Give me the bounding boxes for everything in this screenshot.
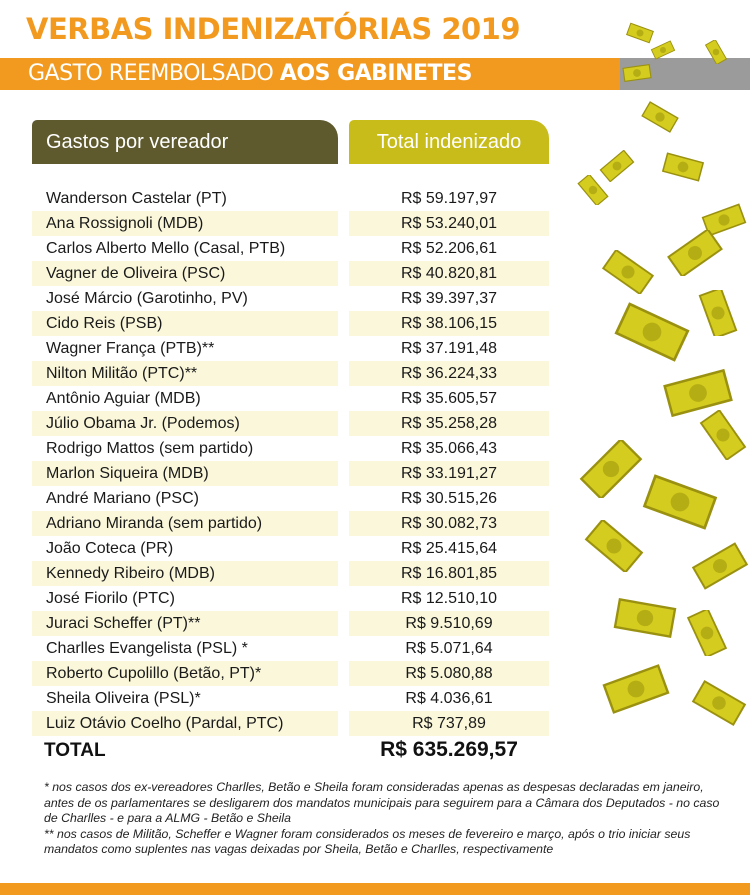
money-bill-icon [610, 590, 680, 646]
councilor-name: Rodrigo Mattos (sem partido) [46, 440, 254, 457]
money-bill-icon [575, 175, 611, 205]
table-row [32, 411, 550, 436]
money-bill-icon [582, 520, 646, 572]
reimbursed-amount: R$ 30.082,73 [349, 511, 549, 536]
reimbursed-amount: R$ 5.080,88 [349, 661, 549, 686]
councilor-name: José Márcio (Garotinho, PV) [46, 290, 248, 307]
reimbursed-amount: R$ 35.066,43 [400, 440, 498, 457]
money-bill-icon [600, 660, 672, 718]
councilor-name: Carlos Alberto Mello (Casal, PTB) [46, 240, 286, 257]
table-row [32, 461, 550, 486]
councilor-name: Cido Reis (PSB) [32, 311, 338, 336]
table-row [32, 486, 550, 511]
councilor-name: José Fiorilo (PTC) [46, 590, 175, 607]
table-row [32, 686, 550, 711]
councilor-name: Nilton Militão (PTC)** [32, 361, 338, 386]
table-row [32, 361, 550, 386]
footnote-single-asterisk: * nos casos dos ex-vereadores Charlles, Betão e Sheila foram consideradas apenas as despesas declaradas em janeiro, antes de os parlamentares se desligarem dos mandatos municipais para seguirem para a Câmara dos Deputados - no caso de Charlles - e para a ALMG - Betão e Sheila [44, 780, 720, 825]
table-row [32, 186, 550, 211]
table-row [32, 561, 550, 586]
money-bill-icon [620, 62, 654, 84]
councilor-name: Charlles Evangelista (PSL) * [46, 640, 248, 657]
councilor-name: Adriano Miranda (sem partido) [32, 511, 338, 536]
councilor-name: Ana Rossignoli (MDB) [32, 211, 338, 236]
table-row [32, 586, 550, 611]
councilor-name: Wanderson Castelar (PT) [46, 190, 227, 207]
table-row [32, 286, 550, 311]
total-value: R$ 635.269,57 [380, 738, 518, 761]
table-row [32, 636, 550, 661]
reimbursed-amount: R$ 5.071,64 [405, 640, 493, 657]
column-header-value: Total indenizado [349, 120, 549, 164]
money-bill-icon [695, 410, 750, 460]
reimbursed-amount: R$ 737,89 [349, 711, 549, 736]
footer-bar [0, 883, 750, 895]
reimbursed-amount: R$ 35.258,28 [349, 411, 549, 436]
councilor-name: Marlon Siqueira (MDB) [32, 461, 338, 486]
reimbursed-amount: R$ 59.197,97 [400, 190, 498, 207]
table-row [32, 261, 550, 286]
money-bill-icon [640, 100, 680, 134]
councilor-name: Wagner França (PTB)** [46, 340, 215, 357]
infographic-title: VERBAS INDENIZATÓRIAS 2019 [26, 12, 521, 46]
subtitle-regular: GASTO REEMBOLSADO [28, 61, 274, 86]
table-row [32, 211, 550, 236]
money-bill-icon [612, 300, 692, 364]
councilor-name: Júlio Obama Jr. (Podemos) [32, 411, 338, 436]
reimbursed-amount: R$ 40.820,81 [349, 261, 549, 286]
money-bill-icon [640, 470, 720, 534]
money-bill-icon [690, 680, 748, 726]
councilor-name: André Mariano (PSC) [46, 490, 199, 507]
table-row [32, 536, 550, 561]
reimbursed-amount: R$ 25.415,64 [400, 540, 498, 557]
money-bill-icon [690, 290, 746, 336]
table-row [32, 386, 550, 411]
infographic-subtitle [28, 61, 472, 86]
money-bill-icon [660, 150, 706, 184]
table-row [32, 611, 550, 636]
councilor-name: João Coteca (PR) [46, 540, 174, 557]
reimbursed-amount: R$ 9.510,69 [349, 611, 549, 636]
councilor-name: Kennedy Ribeiro (MDB) [32, 561, 338, 586]
reimbursed-amount: R$ 30.515,26 [400, 490, 498, 507]
reimbursed-amount: R$ 12.510,10 [400, 590, 498, 607]
money-bill-icon [600, 250, 656, 294]
councilor-name: Vagner de Oliveira (PSC) [32, 261, 338, 286]
money-bill-icon [650, 40, 676, 60]
reimbursed-amount: R$ 36.224,33 [349, 361, 549, 386]
footnote-double-asterisk: ** nos casos de Militão, Scheffer e Wagner foram considerados os meses de fevereiro e março, após o trio iniciar seus mandatos como suplentes nas vagas deixadas por Sheila, Betão e Charlles, respectivamente [44, 826, 691, 856]
reimbursed-amount: R$ 4.036,61 [405, 690, 493, 707]
money-bill-icon [680, 610, 734, 656]
reimbursed-amount: R$ 35.605,57 [400, 390, 498, 407]
reimbursed-amount: R$ 39.397,37 [400, 290, 498, 307]
money-bill-icon [576, 440, 646, 498]
money-bill-icon [690, 540, 750, 592]
reimbursed-amount: R$ 33.191,27 [349, 461, 549, 486]
councilor-name: Roberto Cupolillo (Betão, PT)* [32, 661, 338, 686]
reimbursed-amount: R$ 38.106,15 [349, 311, 549, 336]
expense-table [32, 186, 550, 736]
total-label: TOTAL [44, 740, 106, 761]
subtitle-bold: AOS GABINETES [279, 61, 472, 86]
table-row [32, 336, 550, 361]
reimbursed-amount: R$ 53.240,01 [349, 211, 549, 236]
table-row [32, 236, 550, 261]
councilor-name: Antônio Aguiar (MDB) [46, 390, 201, 407]
councilor-name: Sheila Oliveira (PSL)* [46, 690, 201, 707]
councilor-name: Juraci Scheffer (PT)** [32, 611, 338, 636]
footnotes [44, 780, 734, 858]
money-bill-icon [665, 230, 725, 276]
reimbursed-amount: R$ 16.801,85 [349, 561, 549, 586]
councilor-name: Luiz Otávio Coelho (Pardal, PTC) [32, 711, 338, 736]
table-row [32, 661, 550, 686]
money-bill-icon [702, 40, 730, 64]
table-row [32, 311, 550, 336]
table-row [32, 436, 550, 461]
table-row [32, 711, 550, 736]
table-row [32, 511, 550, 536]
reimbursed-amount: R$ 37.191,48 [400, 340, 498, 357]
column-header-name: Gastos por vereador [32, 120, 338, 164]
reimbursed-amount: R$ 52.206,61 [400, 240, 498, 257]
